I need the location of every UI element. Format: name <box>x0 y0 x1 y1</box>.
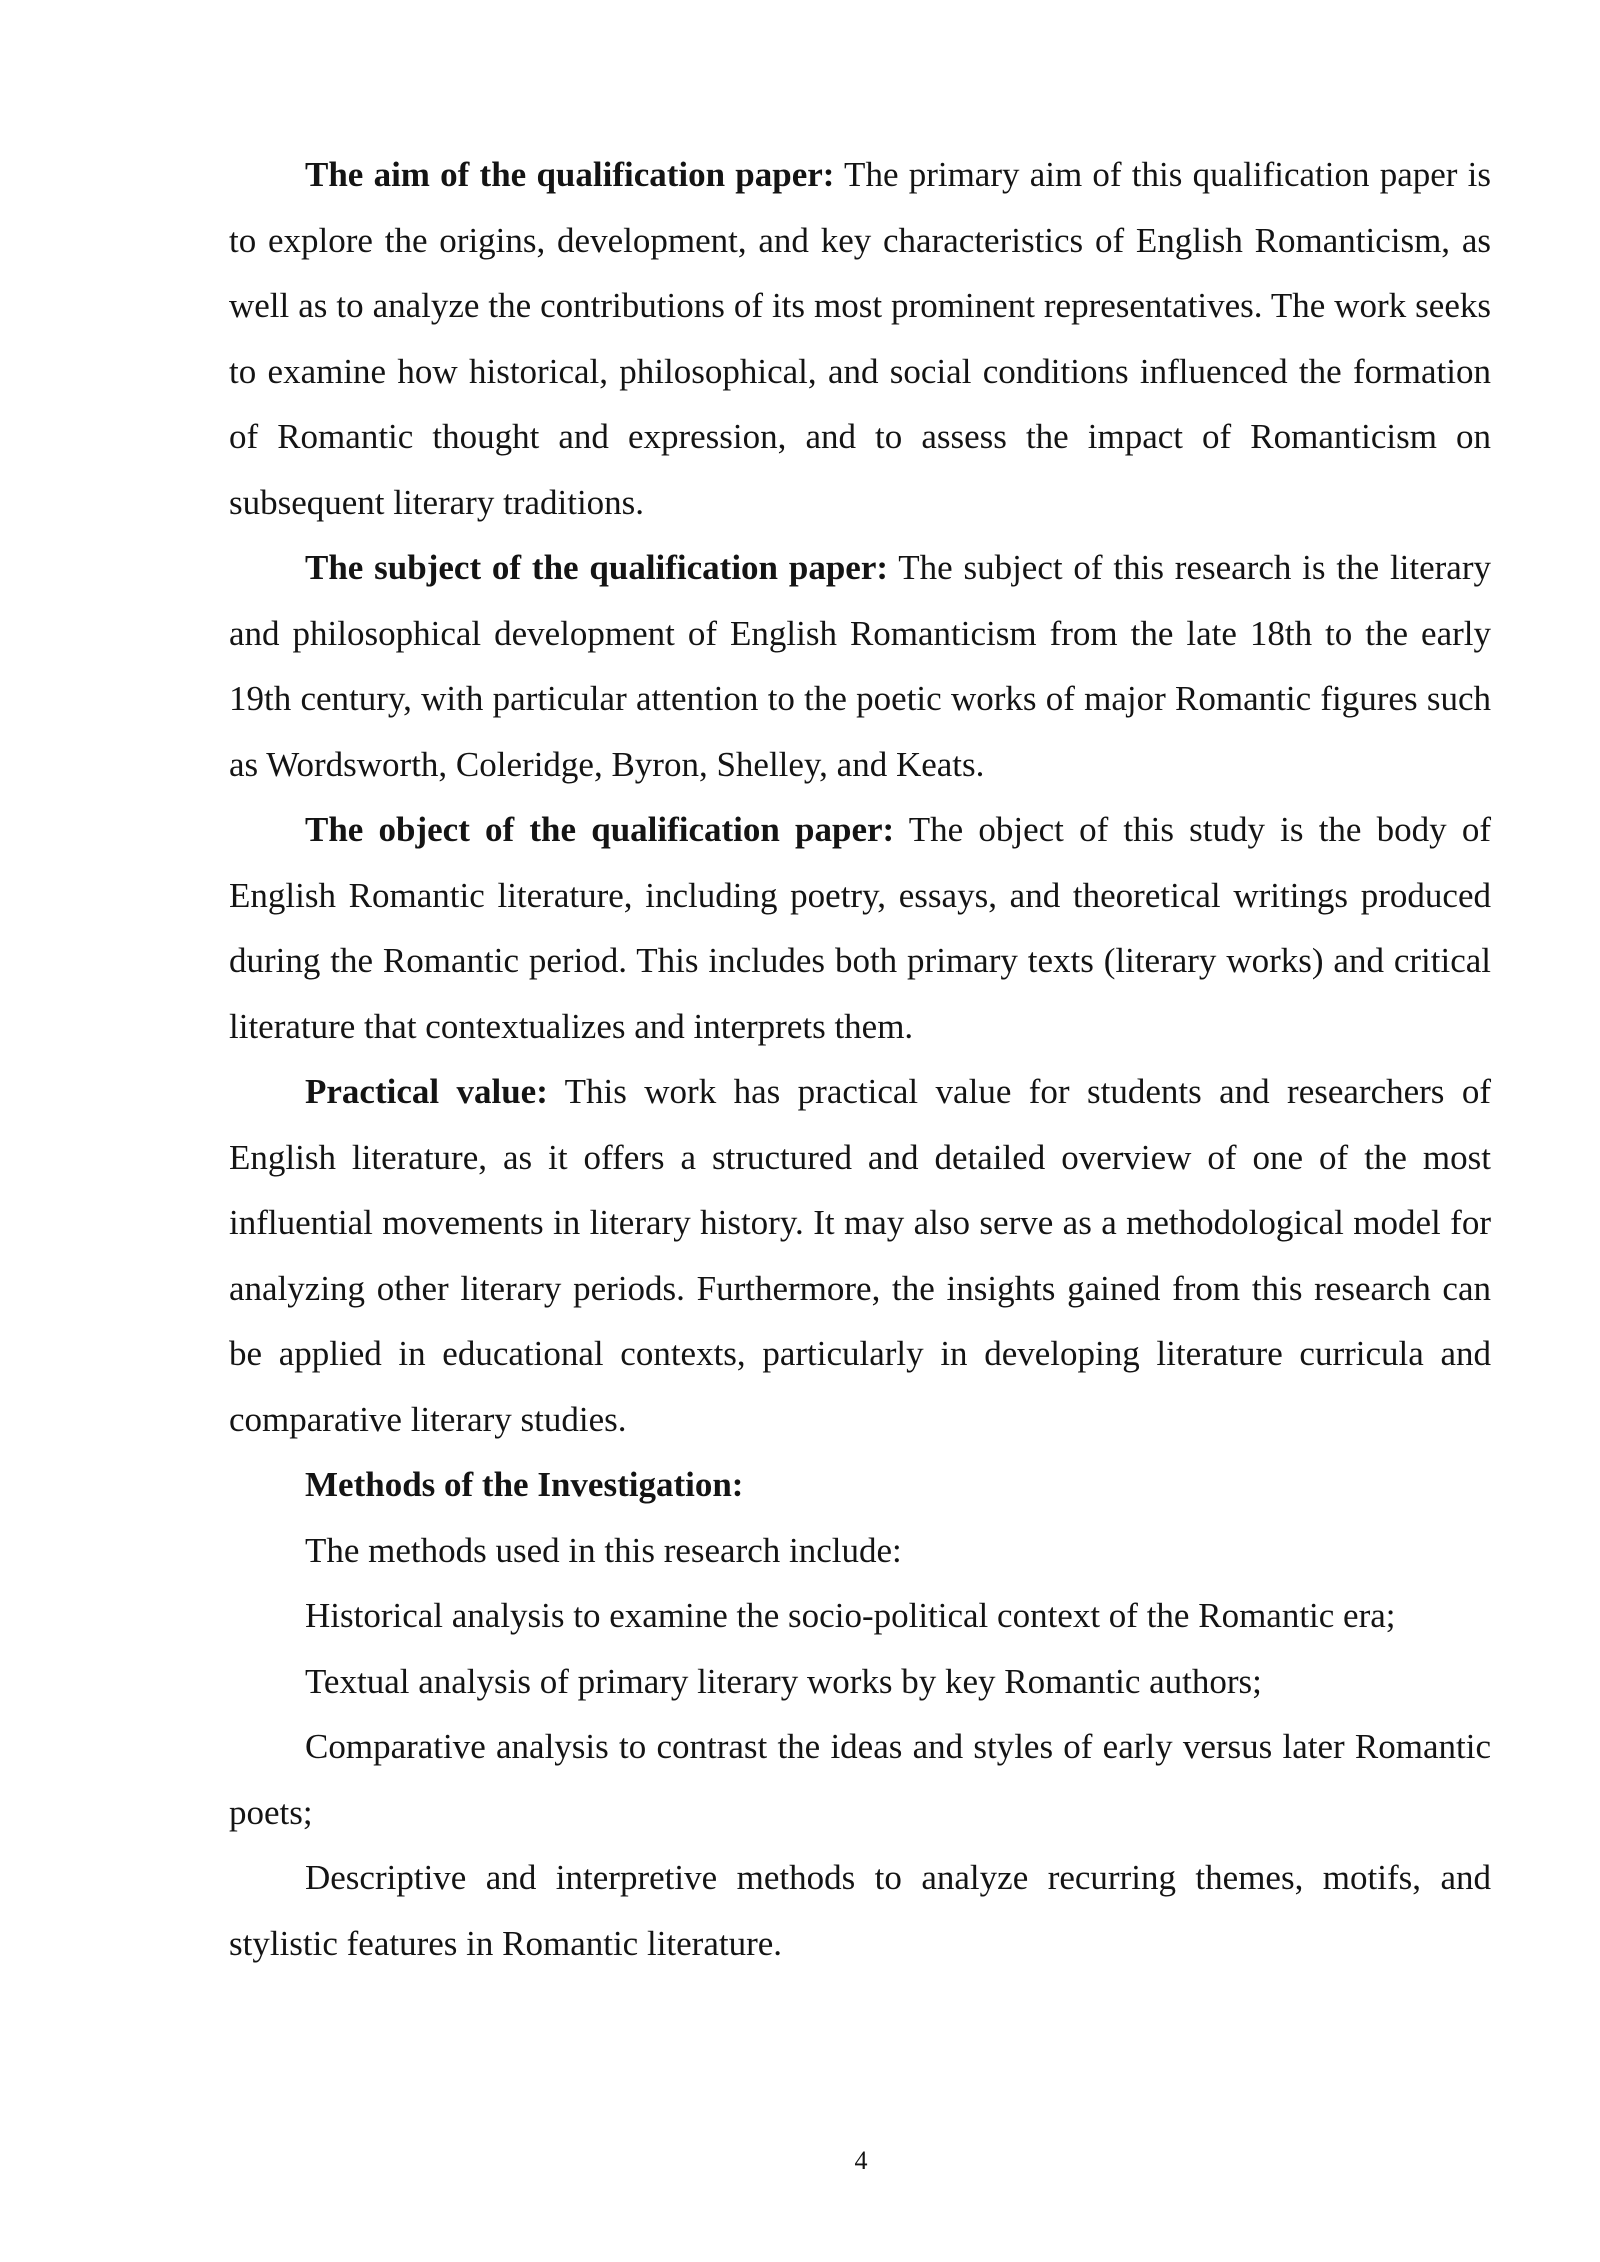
method-item: Textual analysis of primary literary works by key Romantic authors; <box>305 1661 1262 1701</box>
page-number: 4 <box>854 2146 868 2175</box>
practical-value-text: This work has practical value for students and researchers of English literature, as it offers a structured and detailed overview of one of the most influential movements in literary history. It may also serve as a methodological model for analyzing other literary periods. Furthermore, the insights gained from this research can be applied in educational contexts, particularly in developing literature curricula and comparative literary studies. <box>229 1072 1491 1439</box>
object-text: The object of this study is the body of English Romantic literature, including poetry, essays, and theoretical writings produced during the Romantic period. This includes both primary texts (literary works) and critical literature that contextualizes and interprets them. <box>229 810 1491 1046</box>
method-item: Descriptive and interpretive methods to analyze recurring themes, motifs, and stylistic features in Romantic literature. <box>229 1858 1491 1963</box>
methods-intro: The methods used in this research include: <box>305 1530 902 1570</box>
methods-heading: Methods of the Investigation: <box>305 1465 744 1504</box>
aim-paragraph <box>229 142 1491 535</box>
practical-value-label: Practical value: <box>305 1072 548 1111</box>
object-label: The object of the qualification paper: <box>305 810 895 849</box>
page-content <box>229 142 1491 1976</box>
method-item: Comparative analysis to contrast the ideas and styles of early versus later Romantic poets; <box>229 1727 1491 1832</box>
subject-text: The subject of this research is the literary and philosophical development of English Romanticism from the late 18th to the early 19th century, with particular attention to the poetic works of major Romantic figures such as Wordsworth, Coleridge, Byron, Shelley, and Keats. <box>229 548 1491 784</box>
object-paragraph <box>229 797 1491 1059</box>
aim-text: The primary aim of this qualification paper is to explore the origins, development, and key characteristics of English Romanticism, as well as to analyze the contributions of its most prominent representatives. The work seeks to examine how historical, philosophical, and social conditions influenced the formation of Romantic thought and expression, and to assess the impact of Romanticism on subsequent literary traditions. <box>229 155 1492 522</box>
subject-label: The subject of the qualification paper: <box>305 548 889 587</box>
aim-label: The aim of the qualification paper: <box>305 155 835 194</box>
method-item: Historical analysis to examine the socio-political context of the Romantic era; <box>305 1596 1396 1635</box>
subject-paragraph <box>229 535 1491 797</box>
practical-value-paragraph <box>229 1059 1491 1452</box>
